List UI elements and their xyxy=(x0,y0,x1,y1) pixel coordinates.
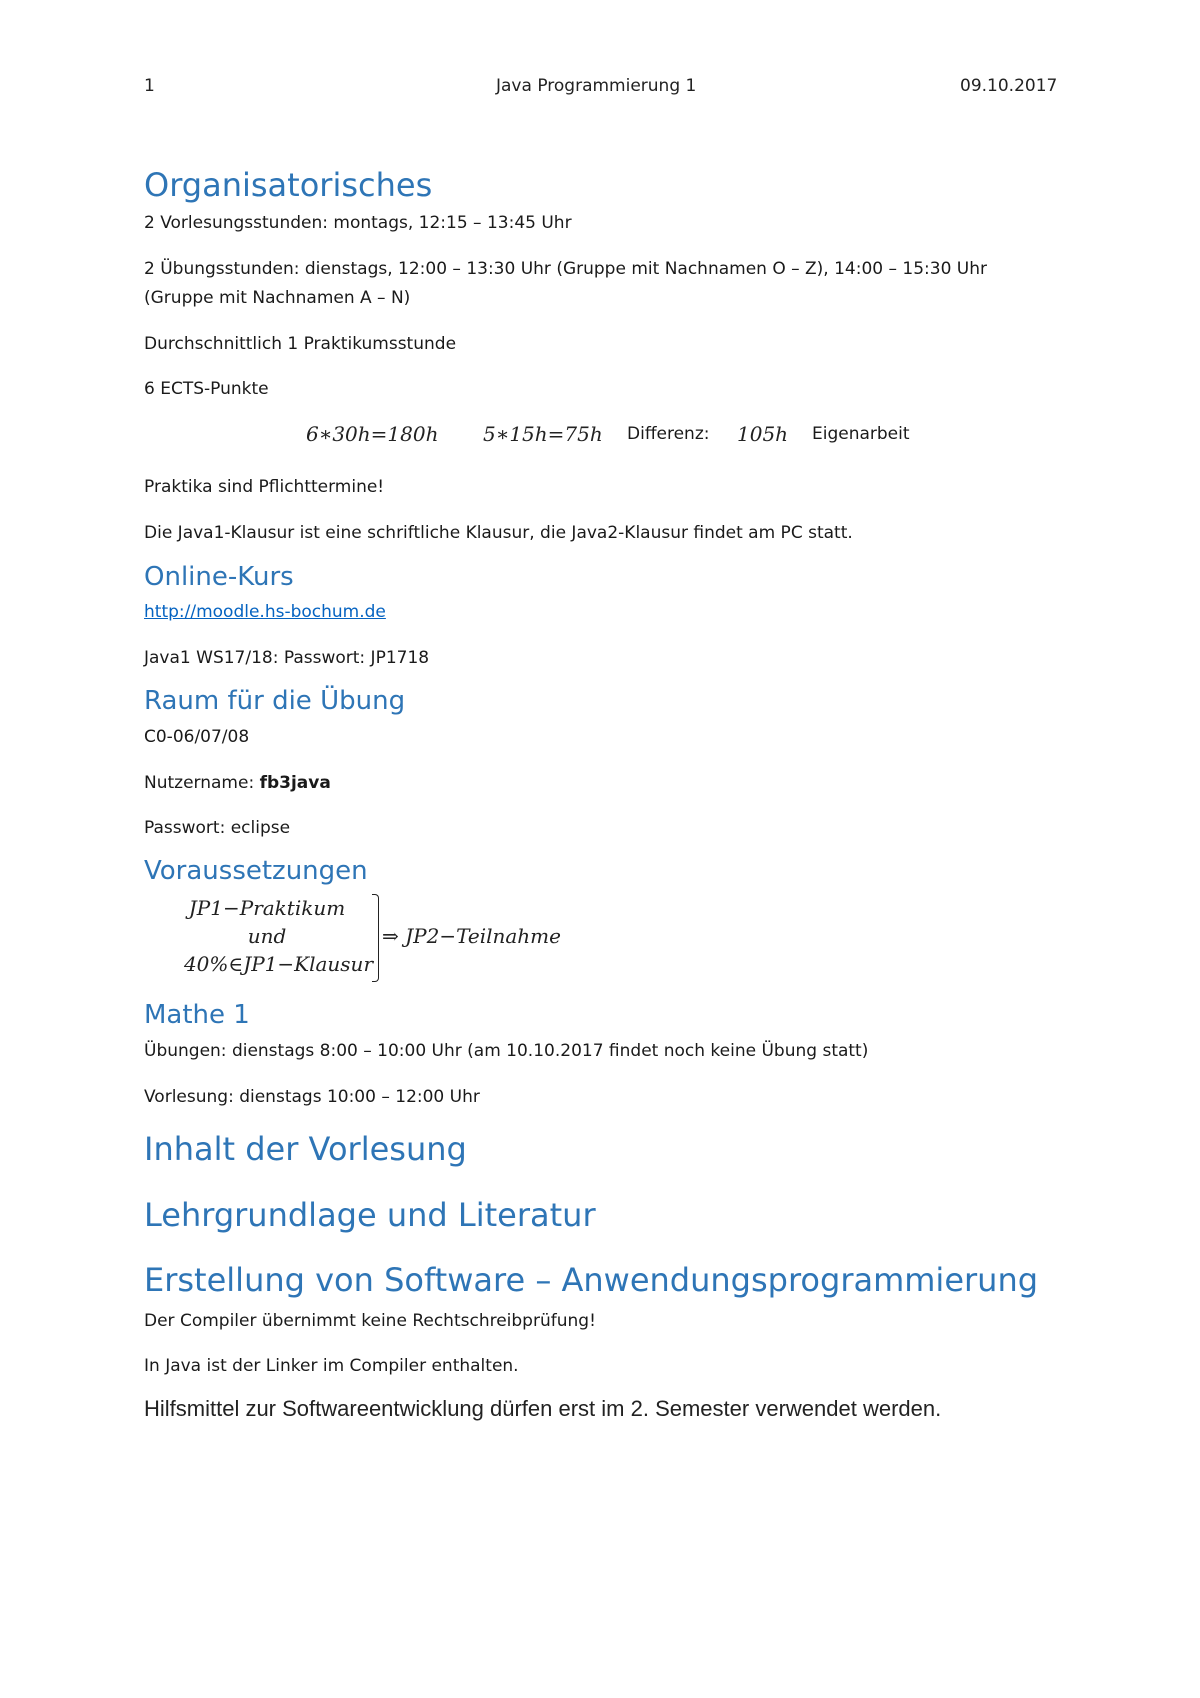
text-vorlesungsstunden: 2 Vorlesungsstunden: montags, 12:15 – 13:45 Uhr xyxy=(144,213,572,233)
heading-inhalt: Inhalt der Vorlesung xyxy=(144,1130,467,1168)
moodle-link[interactable]: http://moodle.hs-bochum.de xyxy=(144,602,386,622)
heading-voraussetzungen: Voraussetzungen xyxy=(144,856,368,886)
condition-result: ⇒ JP2−Teilnahme xyxy=(382,924,561,948)
label-eigenarbeit: Eigenarbeit xyxy=(812,424,910,444)
text-pflichttermine: Praktika sind Pflichttermine! xyxy=(144,477,385,497)
header-title: Java Programmierung 1 xyxy=(496,76,697,96)
nutzername-value: fb3java xyxy=(259,773,331,793)
text-uebungsstunden: 2 Übungsstunden: dienstags, 12:00 – 13:30 Uhr (Gruppe mit Nachnamen O – Z), 14:00 – 15:30 Uhr xyxy=(144,259,988,279)
heading-erstellung: Erstellung von Software – Anwendungsprogrammierung xyxy=(144,1261,1039,1299)
formula-hours-lectures: 5∗15h=75h xyxy=(483,422,603,446)
condition-brace xyxy=(372,894,379,982)
heading-lehrgrundlage: Lehrgrundlage und Literatur xyxy=(144,1196,596,1234)
text-room-password: Passwort: eclipse xyxy=(144,818,291,838)
text-praktikumsstunde: Durchschnittlich 1 Praktikumsstunde xyxy=(144,334,457,354)
text-mathe-uebungen: Übungen: dienstags 8:00 – 10:00 Uhr (am 10.10.2017 findet noch keine Übung statt) xyxy=(144,1041,869,1061)
heading-raum: Raum für die Übung xyxy=(144,686,406,716)
text-ects: 6 ECTS-Punkte xyxy=(144,379,269,399)
heading-online-kurs: Online-Kurs xyxy=(144,562,294,592)
text-mathe-vorlesung: Vorlesung: dienstags 10:00 – 12:00 Uhr xyxy=(144,1087,480,1107)
label-differenz: Differenz: xyxy=(627,424,710,444)
text-klausur-info: Die Java1-Klausur ist eine schriftliche Klausur, die Java2-Klausur findet am PC statt. xyxy=(144,523,853,543)
header-date: 09.10.2017 xyxy=(960,76,1058,96)
nutzername-label: Nutzername: xyxy=(144,773,260,793)
text-uebungsstunden-cont: (Gruppe mit Nachnamen A – N) xyxy=(144,288,411,308)
formula-hours-difference: 105h xyxy=(737,422,789,446)
heading-organisatorisches: Organisatorisches xyxy=(144,166,433,204)
text-nutzername xyxy=(144,768,331,798)
formula-hours-total: 6∗30h=180h xyxy=(306,422,439,446)
text-hilfsmittel: Hilfsmittel zur Softwareentwicklung dürfen erst im 2. Semester verwendet werden. xyxy=(144,1396,942,1421)
condition-praktikum: JP1−Praktikum xyxy=(188,896,346,920)
text-compiler: Der Compiler übernimmt keine Rechtschreibprüfung! xyxy=(144,1311,596,1331)
header-page-number: 1 xyxy=(144,76,155,96)
text-room: C0-06/07/08 xyxy=(144,727,250,747)
text-linker: In Java ist der Linker im Compiler enthalten. xyxy=(144,1356,519,1376)
condition-klausur: 40%∈JP1−Klausur xyxy=(183,952,373,976)
text-moodle-password: Java1 WS17/18: Passwort: JP1718 xyxy=(144,648,430,668)
heading-mathe: Mathe 1 xyxy=(144,1000,250,1030)
condition-und: und xyxy=(247,924,287,948)
